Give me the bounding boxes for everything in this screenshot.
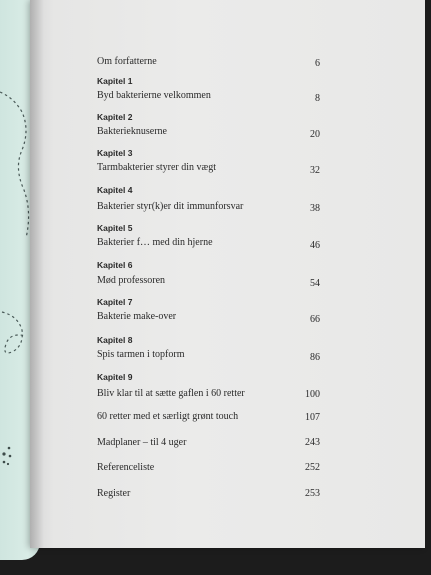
toc-entry xyxy=(97,112,320,140)
toc-entry-page: 46 xyxy=(310,240,320,251)
toc-entry-title: 60 retter med et særligt grønt touch xyxy=(97,411,239,422)
toc-entry-title: Bakterier styr(k)er dit immunforsvar xyxy=(97,201,244,212)
toc-entry-page: 253 xyxy=(305,488,320,499)
toc-entry-title: Register xyxy=(97,488,131,499)
toc-entry-title: Bliv klar til at sætte gaflen i 60 retter xyxy=(97,388,245,399)
toc-entry-title: Bakterier f… med din hjerne xyxy=(97,237,213,248)
toc-entry-title: Bakterie make-over xyxy=(97,311,177,322)
toc-entry-page: 20 xyxy=(310,129,320,140)
toc-entry-page: 32 xyxy=(310,165,320,176)
toc-entry-page: 243 xyxy=(305,437,320,448)
toc-entry-title: Mød professoren xyxy=(97,275,166,286)
toc-chapter-label: Kapitel 1 xyxy=(97,76,133,86)
toc-entry xyxy=(97,372,320,400)
toc-entry xyxy=(97,148,320,176)
toc-entry-page: 8 xyxy=(315,93,320,104)
toc-entry-title: Madplaner – til 4 uger xyxy=(97,437,187,448)
toc-chapter-label: Kapitel 6 xyxy=(97,260,133,270)
toc-chapter-label: Kapitel 7 xyxy=(97,297,133,307)
toc-entry xyxy=(97,462,320,478)
toc-entry-title: Referenceliste xyxy=(97,462,155,473)
toc-entry-page: 54 xyxy=(310,278,320,289)
toc-entry-page: 66 xyxy=(310,314,320,325)
toc-entry-title: Spis tarmen i topform xyxy=(97,349,185,360)
toc-entry xyxy=(97,56,320,72)
toc-chapter-label: Kapitel 5 xyxy=(97,223,133,233)
toc-entry-title: Tarmbakterier styrer din vægt xyxy=(97,162,216,173)
toc-entry xyxy=(97,335,320,363)
toc-entry-page: 38 xyxy=(310,203,320,214)
toc-entry xyxy=(97,488,320,504)
toc-chapter-label: Kapitel 4 xyxy=(97,185,133,195)
toc-entry xyxy=(97,76,320,104)
toc-entry-title: Bakterieknuserne xyxy=(97,126,167,137)
toc-chapter-label: Kapitel 3 xyxy=(97,148,133,158)
toc-entry-page: 252 xyxy=(305,462,320,473)
toc-entry xyxy=(97,297,320,325)
toc-entry-page: 107 xyxy=(305,412,320,423)
toc-entry-title: Byd bakterierne velkommen xyxy=(97,90,211,101)
toc-entry xyxy=(97,260,320,289)
toc-entry-page: 6 xyxy=(315,58,320,69)
toc-entry xyxy=(97,223,320,251)
toc-chapter-label: Kapitel 8 xyxy=(97,335,133,345)
toc-chapter-label: Kapitel 2 xyxy=(97,112,133,122)
toc-entry xyxy=(97,185,320,214)
toc-entry xyxy=(97,411,320,427)
toc-entry-page: 100 xyxy=(305,389,320,400)
toc-chapter-label: Kapitel 9 xyxy=(97,372,133,382)
toc-entry xyxy=(97,437,320,453)
toc-entry-page: 86 xyxy=(310,352,320,363)
toc-entry-title: Om forfatterne xyxy=(97,56,157,67)
